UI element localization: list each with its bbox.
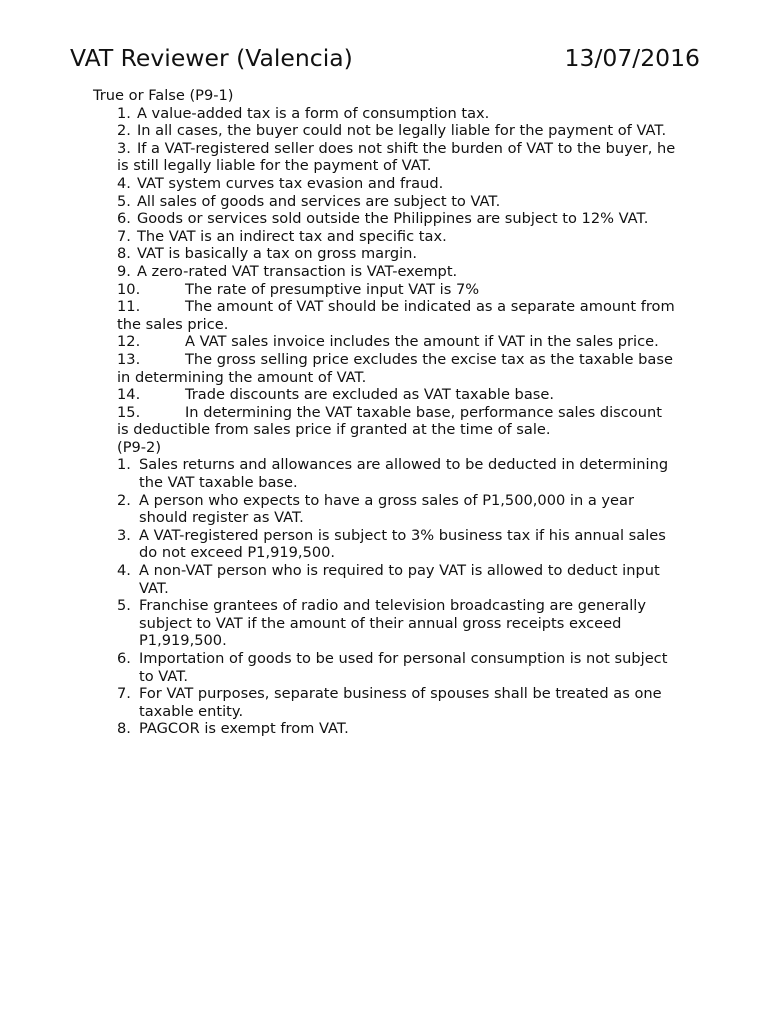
list-item <box>117 650 679 685</box>
list-item <box>117 105 677 123</box>
item-number: 4. <box>117 174 131 192</box>
item-text: A VAT-registered person is subject to 3% business tax if his annual sales do not exceed P1,919,500. <box>139 526 666 562</box>
item-text: If a VAT-registered seller does not shift the burden of VAT to the buyer, he is still legally liable for the payment of VAT. <box>117 139 676 175</box>
item-text: VAT is basically a tax on gross margin. <box>136 245 418 263</box>
section-heading-p9-2: (P9-2) <box>117 438 162 456</box>
list-item <box>117 140 677 175</box>
list-item <box>117 228 677 246</box>
list-item <box>117 351 677 386</box>
item-text: Sales returns and allowances are allowed to be deducted in determining the VAT taxable base. <box>139 456 669 492</box>
item-text: All sales of goods and services are subject to VAT. <box>136 192 501 210</box>
item-number: 7. <box>117 227 131 245</box>
item-text: In determining the VAT taxable base, performance sales discount is deductible from sales price if granted at the time of sale. <box>117 403 662 439</box>
item-number: 4. <box>117 562 131 580</box>
item-text: A person who expects to have a gross sales of P1,500,000 in a year should register as VAT. <box>139 491 634 527</box>
list-item <box>117 597 679 650</box>
list-item <box>117 245 677 263</box>
item-text: Goods or services sold outside the Philippines are subject to 12% VAT. <box>136 210 649 228</box>
item-number: 1. <box>117 104 131 122</box>
item-number: 5. <box>117 597 131 615</box>
item-number: 11. <box>117 298 141 316</box>
item-text: Trade discounts are excluded as VAT taxable base. <box>185 386 554 404</box>
list-item <box>117 404 677 439</box>
item-text: VAT system curves tax evasion and fraud. <box>136 174 444 192</box>
list-item <box>117 720 679 738</box>
item-number: 2. <box>117 122 131 140</box>
item-text: Importation of goods to be used for personal consumption is not subject to VAT. <box>139 650 668 685</box>
list-item <box>117 298 677 333</box>
section-heading-p9-1: True or False (P9-1) <box>93 87 234 104</box>
list-item <box>117 456 679 492</box>
document-body <box>0 87 768 738</box>
item-number: 9. <box>117 262 131 280</box>
item-number: 6. <box>117 650 131 667</box>
list-item <box>117 175 677 193</box>
item-number: 13. <box>117 350 141 368</box>
list-item <box>117 386 677 404</box>
item-number: 10. <box>117 280 141 298</box>
list-item <box>117 562 679 597</box>
list-item <box>117 333 677 351</box>
list-item <box>117 526 679 562</box>
item-text: The gross selling price excludes the excise tax as the taxable base in determining the amount of VAT. <box>117 350 673 386</box>
item-text: For VAT purposes, separate business of spouses shall be treated as one taxable entity. <box>139 685 662 720</box>
item-text: A value-added tax is a form of consumption tax. <box>136 104 490 122</box>
item-number: 12. <box>117 333 141 351</box>
document-date: 13/07/2016 <box>564 44 700 72</box>
item-number: 8. <box>117 720 131 738</box>
item-number: 6. <box>117 210 131 228</box>
list-item <box>117 281 677 299</box>
document-header <box>70 42 700 74</box>
item-text: A VAT sales invoice includes the amount if VAT in the sales price. <box>185 333 659 351</box>
item-number: 3. <box>117 526 131 544</box>
list-item <box>117 210 677 228</box>
item-text: PAGCOR is exempt from VAT. <box>139 720 349 738</box>
item-text: A zero-rated VAT transaction is VAT-exempt. <box>136 262 458 280</box>
item-number: 3. <box>117 139 131 157</box>
item-text: Franchise grantees of radio and television broadcasting are generally subject to VAT if the amount of their annual gross receipts exceed P1,919,500. <box>139 597 646 650</box>
item-number: 8. <box>117 245 131 263</box>
item-text: The amount of VAT should be indicated as a separate amount from the sales price. <box>117 298 675 333</box>
item-number: 1. <box>117 456 131 474</box>
item-number: 5. <box>117 192 131 210</box>
item-number: 15. <box>117 403 141 421</box>
item-text: A non-VAT person who is required to pay VAT is allowed to deduct input VAT. <box>139 562 660 597</box>
document-title: VAT Reviewer (Valencia) <box>70 44 353 72</box>
list-item <box>117 193 677 211</box>
list-item <box>117 685 679 720</box>
list-item <box>117 491 679 527</box>
list-item <box>117 122 677 140</box>
item-number: 14. <box>117 386 141 404</box>
item-text: The rate of presumptive input VAT is 7% <box>185 280 480 298</box>
item-number: 2. <box>117 491 131 509</box>
item-text: The VAT is an indirect tax and specific tax. <box>136 227 447 245</box>
item-number: 7. <box>117 685 131 703</box>
list-item <box>117 263 677 281</box>
item-text: In all cases, the buyer could not be legally liable for the payment of VAT. <box>136 122 667 140</box>
